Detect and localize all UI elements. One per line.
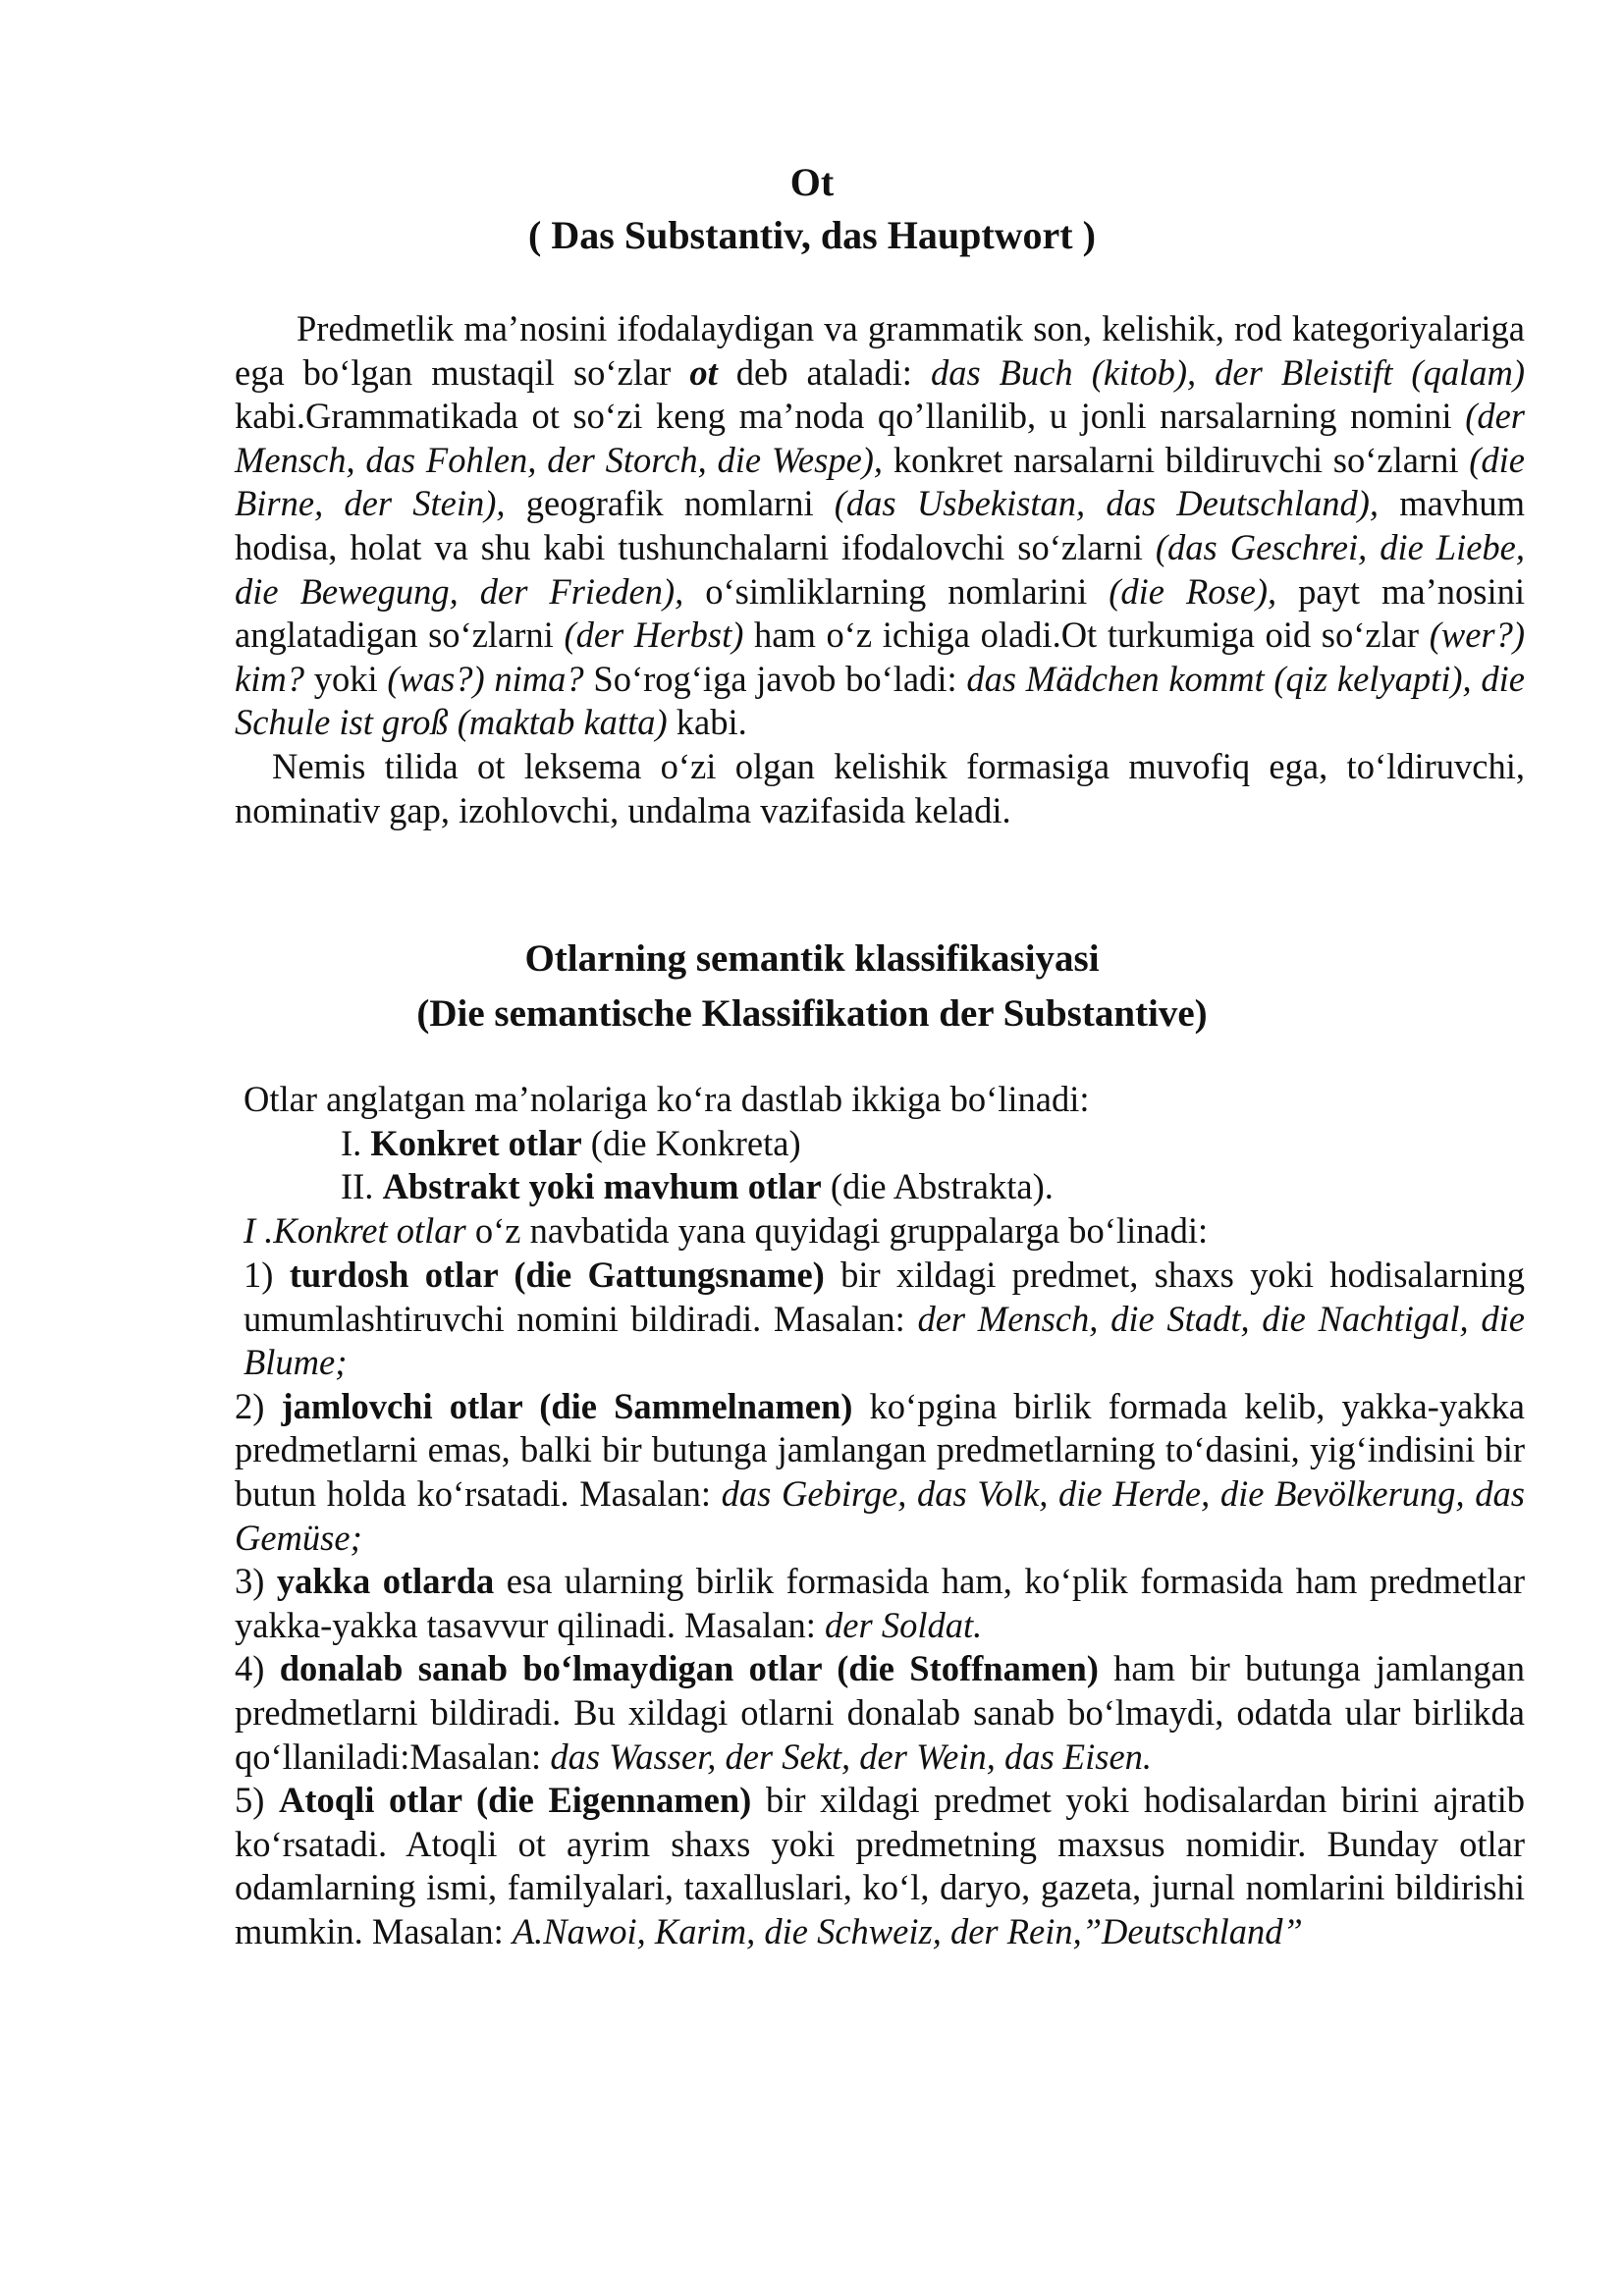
intro-text: kabi.Grammatikada ot so‘zi keng ma’noda qo’llanilib, u jonli narsalarning nomini (235, 396, 1466, 437)
intro-text: konkret narsalarni bildiruvchi so‘zlarni (883, 439, 1470, 480)
group-examples: A.Nawoi, Karim, die Schweiz, der Rein,”Deutschland” (512, 1910, 1303, 1951)
group-text: esa ularning birlik formasida ham, ko‘plik formasida ham predmetlar yakka-yakka tasavvur qilinadi. Masalan: (235, 1561, 1525, 1645)
group-term: turdosh otlar (die Gattungsname) (289, 1255, 825, 1295)
group-item-4 (235, 1647, 1525, 1779)
item-number: II. (341, 1166, 383, 1207)
item-text: o‘z navbatida yana quyidagi gruppalarga bo‘linadi: (465, 1209, 1209, 1251)
example: das Mädchen kommt (qiz kelyapti), die Schule ist groß (maktab katta) (235, 658, 1526, 743)
classes-block (235, 1078, 1525, 1253)
group-text: bir xildagi predmet, shaxs yoki hodisalarning umumlashtiruvchi nomini bildiradi. Masalan: (244, 1255, 1525, 1339)
intro-text: Predmetlik ma’nosini ifodalaydigan va grammatik son, kelishik, rod kategoriyalariga ega bo‘lgan mustaqil so‘zlar (235, 308, 1525, 393)
group-number: 3) (235, 1561, 277, 1602)
group-examples: das Gebirge, das Volk, die Herde, die Bevölkerung, das Gemüse; (235, 1472, 1525, 1558)
groups-list (235, 1254, 1525, 1954)
group-term: donalab sanab bo‘lmaydigan otlar (die Stoffnamen) (279, 1648, 1099, 1689)
group-number: 1) (244, 1255, 290, 1295)
intro-paragraph-2: Nemis tilida ot leksema o‘zi olgan kelishik formasiga muvofiq ega, to‘ldiruvchi, nominativ gap, izohlovchi, undalma vazifasida keladi. (235, 745, 1525, 830)
intro-text: deb ataladi: (717, 351, 931, 393)
example: (der Herbst) (564, 614, 744, 656)
intro-text: yoki (303, 658, 388, 699)
intro-paragraph (235, 307, 1525, 832)
intro-text: So‘rog‘iga javob bo‘ladi: (583, 658, 967, 699)
intro-text: ham o‘z ichiga oladi.Ot turkumiga oid so‘zlar (743, 614, 1430, 656)
group-term: jamlovchi otlar (die Sammelnamen) (281, 1385, 853, 1426)
example: (was?) nima? (387, 658, 584, 699)
item-text: (die Konkreta) (581, 1122, 801, 1163)
example: (das Usbekistan, das Deutschland), (834, 483, 1380, 524)
item-term: Abstrakt yoki mavhum otlar (382, 1166, 822, 1207)
page-subtitle: ( Das Substantiv, das Hauptwort ) (528, 213, 1096, 257)
group-examples: das Wasser, der Sekt, der Wein, das Eisen. (550, 1735, 1153, 1777)
item-text: (die Abstrakta). (821, 1166, 1054, 1207)
class-item-1 (235, 1122, 1525, 1166)
example: (wer?) kim? (235, 614, 1526, 699)
group-text: bir xildagi predmet yoki hodisalardan birini ajratib ko‘rsatadi. Atoqli ot ayrim shaxs yoki predmetning maxsus nomidir. Bunday otlar odamlarning ismi, familyalari, taxalluslari, ko‘l, daryo, gazeta, jurnal nomlarini bildirishi mumkin. Masalan: (235, 1780, 1525, 1951)
item-term: I .Konkret otlar (244, 1209, 466, 1251)
class-item-2 (235, 1165, 1525, 1209)
section-heading: Otlarning semantik klassifikasiyasi (524, 937, 1100, 980)
item-term: Konkret otlar (370, 1122, 582, 1163)
example: (der Mensch, das Fohlen, der Storch, die Wespe), (235, 396, 1525, 480)
intro-text: kabi. (667, 702, 747, 743)
example: (das Geschrei, die Liebe, die Bewegung, der Frieden), (235, 526, 1525, 612)
classes-subintro (235, 1209, 1525, 1254)
group-examples: der Mensch, die Stadt, die Nachtigal, die Blume; (244, 1298, 1525, 1383)
group-text: ham bir butunga jamlangan predmetlarni bildiradi. Bu xildagi otlarni donalab sanab bo‘lmaydi, odatda ular birlikda qo‘llaniladi:Masalan: (235, 1648, 1526, 1777)
section-subheading: (Die semantische Klassifikation der Substantive) (416, 992, 1208, 1035)
group-number: 4) (235, 1648, 280, 1689)
example: das Buch (kitob), der Bleistift (qalam) (930, 351, 1525, 393)
classes-intro: Otlar anglatgan ma’nolariga ko‘ra dastlab ikkiga bo‘linadi: (244, 1079, 1090, 1119)
term-ot: ot (689, 351, 718, 393)
intro-text: geografik nomlarni (505, 483, 835, 524)
group-examples: der Soldat. (825, 1604, 983, 1645)
group-item-5 (235, 1779, 1525, 1953)
group-number: 2) (235, 1385, 282, 1426)
group-number: 5) (235, 1780, 280, 1821)
group-item-3 (235, 1560, 1525, 1647)
intro-text: mavhum hodisa, holat va shu kabi tushunchalarni ifodalovchi so‘zlarni (235, 483, 1525, 567)
group-text: ko‘pgina birlik formada kelib, yakka-yakka predmetlarni emas, balki bir butunga jamlangan predmetlarning to‘dasini, yig‘indisini bir butun holda ko‘rsatadi. Masalan: (235, 1385, 1525, 1514)
page-title: Ot (789, 160, 835, 204)
group-term: Atoqli otlar (die Eigennamen) (279, 1780, 752, 1821)
group-term: yakka otlarda (276, 1561, 495, 1602)
item-number: I. (341, 1122, 371, 1163)
example: (die Birne, der Stein), (235, 439, 1525, 524)
group-item-2 (235, 1385, 1525, 1560)
intro-text: payt ma’nosini anglatadigan so‘zlarni (235, 570, 1526, 656)
example: (die Rose), (1109, 570, 1277, 612)
group-item-1 (235, 1254, 1525, 1385)
intro-text: o‘simliklarning nomlarini (683, 570, 1110, 612)
